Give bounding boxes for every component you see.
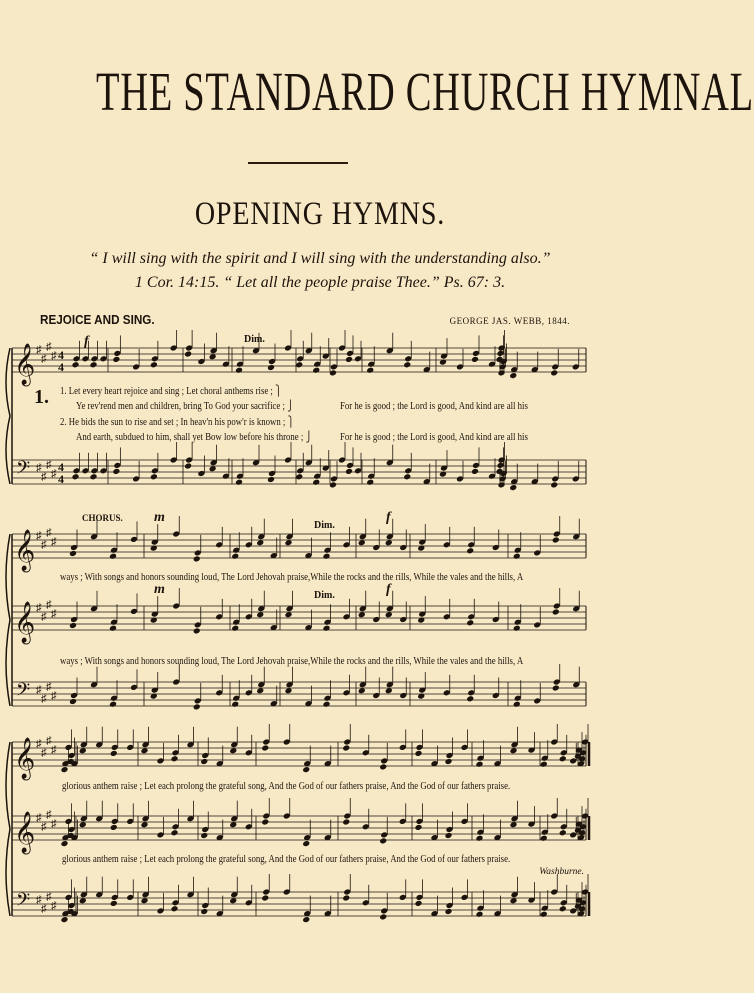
svg-text:𝄞: 𝄞: [14, 530, 36, 571]
svg-text:♯: ♯: [46, 599, 52, 611]
svg-text:♯: ♯: [36, 738, 42, 750]
svg-text:♯: ♯: [46, 735, 52, 747]
svg-text:♯: ♯: [36, 894, 42, 906]
svg-text:♯: ♯: [51, 900, 57, 912]
svg-text:4: 4: [58, 472, 64, 486]
svg-text:♯: ♯: [51, 536, 57, 548]
book-title: THE STANDARD CHURCH HYMNAL: [96, 61, 754, 122]
svg-text:♯: ♯: [51, 608, 57, 620]
svg-text:♯: ♯: [46, 341, 52, 353]
chorus-lyrics-2: glorious anthem raise ; Let each prolong the grateful song, And the God of our fathers praise, And the God of our fathers praise.: [62, 781, 511, 792]
epigraph-line-1: “ I will sing with the spirit and I will sing with the understanding also.”: [89, 250, 551, 267]
svg-text:4: 4: [58, 348, 64, 362]
svg-text:♯: ♯: [41, 353, 47, 365]
svg-text:♯: ♯: [46, 459, 52, 471]
svg-text:♯: ♯: [41, 611, 47, 623]
verse-number: 1.: [34, 386, 49, 408]
svg-text:♯: ♯: [41, 471, 47, 483]
dim-mark-2: Dim.: [314, 520, 335, 531]
svg-text:𝄞: 𝄞: [14, 602, 36, 643]
verse1-line2: Ye rev'rend men and children, bring To God your sacrifice ; ⎭: [76, 401, 294, 412]
svg-text:4: 4: [58, 360, 64, 374]
svg-text:𝄢: 𝄢: [16, 890, 31, 915]
svg-text:♯: ♯: [51, 468, 57, 480]
svg-text:♯: ♯: [36, 812, 42, 824]
svg-text:♯: ♯: [41, 539, 47, 551]
verse1-refrain: For he is good ; the Lord is good, And kind are all his: [340, 401, 528, 412]
forte-mark-1: f: [386, 510, 391, 525]
svg-text:♯: ♯: [51, 690, 57, 702]
svg-text:♯: ♯: [51, 744, 57, 756]
verse2-line2: And earth, subdued to him, shall yet Bow low before his throne ; ⎭: [76, 432, 313, 443]
chorus-lyrics-2-repeat: glorious anthem raise ; Let each prolong the grateful song, And the God of our fathers praise, And the God of our fathers praise.: [62, 854, 511, 865]
composer-credit: GEORGE JAS. WEBB, 1844.: [449, 316, 570, 326]
svg-text:♯: ♯: [46, 891, 52, 903]
svg-text:♯: ♯: [36, 344, 42, 356]
chorus-lyrics-1: ways ; With songs and honors sounding loud, The Lord Jehovah praise,While the rocks and the rills, While the vales and the hills, A: [60, 572, 524, 583]
svg-text:𝄞: 𝄞: [14, 344, 36, 385]
forte-mark-0: f: [84, 334, 89, 349]
dim-mark-3: Dim.: [314, 590, 335, 601]
verse1-line1: 1. Let every heart rejoice and sing ; Let choral anthems rise ; ⎫: [60, 386, 282, 397]
epigraph-line-2: 1 Cor. 14:15. “ Let all the people praise Thee.” Ps. 67: 3.: [134, 274, 506, 291]
svg-text:♯: ♯: [46, 527, 52, 539]
mezzo-mark-1: m: [154, 510, 165, 525]
svg-text:𝄢: 𝄢: [16, 680, 31, 705]
chorus-label: CHORUS.: [82, 513, 123, 523]
forte-mark-2: f: [386, 582, 391, 597]
svg-text:♯: ♯: [36, 462, 42, 474]
svg-text:♯: ♯: [51, 818, 57, 830]
svg-text:𝄢: 𝄢: [16, 458, 31, 483]
dim-mark-1: Dim.: [244, 334, 265, 345]
chorus-lyrics-1-repeat: ways ; With songs and honors sounding loud, The Lord Jehovah praise,While the rocks and the rills, While the vales and the hills, A: [60, 656, 524, 667]
section-title: OPENING HYMNS.: [194, 196, 446, 232]
svg-text:♯: ♯: [36, 684, 42, 696]
arranger-credit: Washburne.: [539, 867, 584, 877]
svg-text:♯: ♯: [51, 350, 57, 362]
svg-text:♯: ♯: [41, 747, 47, 759]
svg-text:𝄞: 𝄞: [14, 738, 36, 779]
svg-text:♯: ♯: [41, 821, 47, 833]
mezzo-mark-2: m: [154, 582, 165, 597]
hymn-title: REJOICE AND SING.: [40, 312, 155, 327]
svg-text:♯: ♯: [41, 903, 47, 915]
svg-text:♯: ♯: [46, 681, 52, 693]
verse2-refrain: For he is good ; the Lord is good, And kind are all his: [340, 432, 528, 443]
svg-text:♯: ♯: [36, 530, 42, 542]
svg-text:♯: ♯: [36, 602, 42, 614]
svg-text:𝄞: 𝄞: [14, 812, 36, 853]
verse2-line1: 2. He bids the sun to rise and set ; In heav'n his pow'r is known ; ⎫: [60, 417, 295, 428]
svg-text:♯: ♯: [41, 693, 47, 705]
svg-text:4: 4: [58, 460, 64, 474]
svg-text:♯: ♯: [46, 809, 52, 821]
